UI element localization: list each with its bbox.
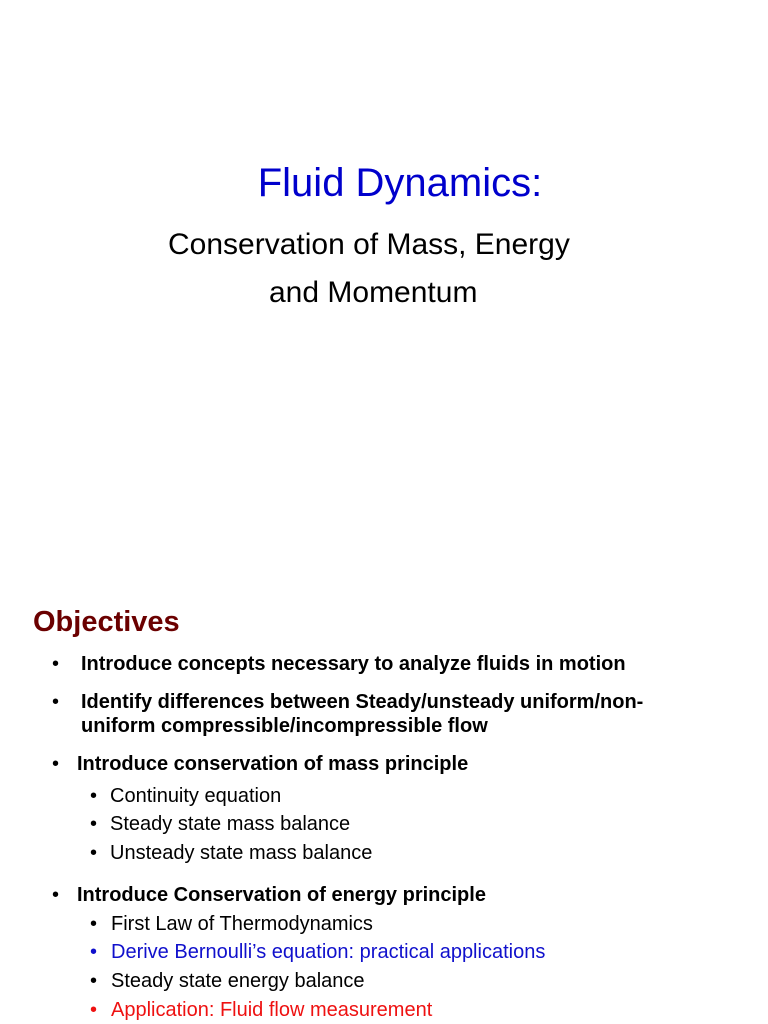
slide-subtitle-line2: and Momentum — [269, 276, 478, 309]
objective-item: Introduce concepts necessary to analyze fluids in motion — [81, 653, 626, 675]
objective-item: Introduce conservation of mass principle — [77, 753, 469, 775]
sub-item: Steady state mass balance — [110, 813, 351, 835]
sub-bullet: • — [90, 813, 98, 835]
sub-bullet: • — [90, 970, 98, 992]
sub-bullet: • — [90, 842, 98, 864]
objective-item-continued: uniform compressible/incompressible flow — [81, 715, 488, 737]
sub-item-highlight-red: Application: Fluid flow measurement — [111, 999, 433, 1021]
sub-bullet: • — [90, 941, 98, 963]
slide-title: Fluid Dynamics: — [257, 161, 543, 205]
sub-item: First Law of Thermodynamics — [111, 913, 373, 935]
bullet: • — [52, 691, 60, 713]
sub-item: Unsteady state mass balance — [110, 842, 373, 864]
bullet: • — [52, 884, 60, 906]
sub-item: Steady state energy balance — [111, 970, 365, 992]
sub-bullet: • — [90, 785, 98, 807]
bullet: • — [52, 653, 60, 675]
objective-item: Identify differences between Steady/unsteady uniform/non- — [81, 691, 644, 713]
slide-subtitle-line1: Conservation of Mass, Energy — [168, 228, 570, 261]
objective-item: Introduce Conservation of energy principle — [77, 884, 486, 906]
objectives-heading: Objectives — [33, 606, 180, 638]
sub-item: Continuity equation — [110, 785, 282, 807]
bullet: • — [52, 753, 60, 775]
sub-bullet: • — [90, 999, 98, 1021]
sub-bullet: • — [90, 913, 98, 935]
sub-item-highlight-blue: Derive Bernoulli’s equation: practical applications — [111, 941, 546, 963]
